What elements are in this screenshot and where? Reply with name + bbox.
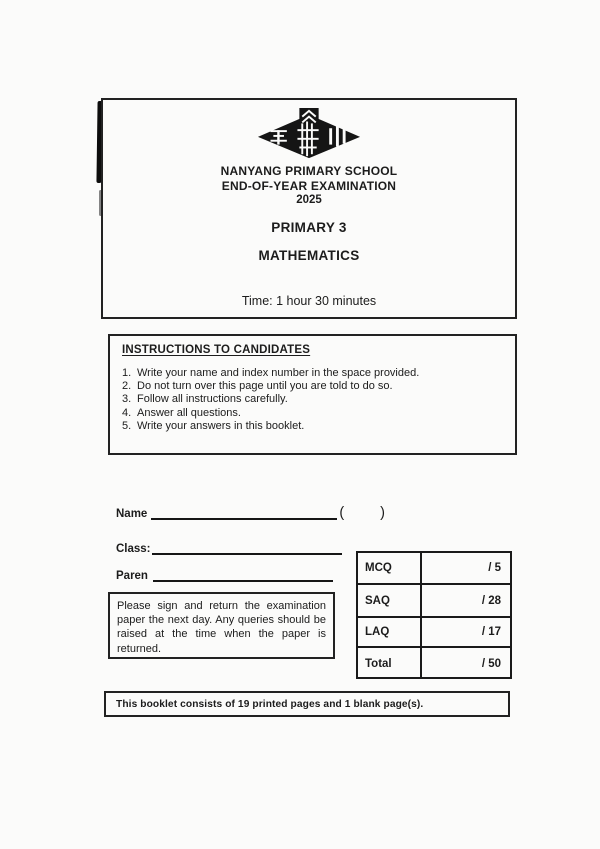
index-paren-open: (: [339, 505, 345, 521]
instruction-number: 4.: [122, 406, 132, 419]
marks-row-label: MCQ: [358, 553, 422, 583]
exam-duration: Time: 1 hour 30 minutes: [241, 294, 377, 308]
instruction-item: [122, 367, 503, 380]
class-field-row: [116, 540, 342, 555]
name-field-row: [116, 504, 385, 520]
marks-row-label: SAQ: [358, 583, 422, 616]
index-paren-close: ): [380, 505, 386, 521]
exam-subject: MATHEMATICS: [258, 248, 360, 263]
instruction-text: Write your name and index number in the space provided.: [137, 367, 420, 379]
marks-row-value: / 50: [422, 646, 510, 679]
class-label: Class:: [116, 543, 151, 555]
exam-year: 2025: [296, 194, 322, 206]
name-write-line: [151, 505, 337, 520]
instructions-list: [122, 367, 503, 433]
marks-row-value: / 28: [422, 583, 510, 616]
sign-return-note-box: [108, 592, 335, 659]
marks-row-label: Total: [358, 646, 422, 679]
instruction-text: Follow all instructions carefully.: [137, 393, 288, 406]
instruction-number: 3.: [122, 393, 132, 406]
instruction-number: 5.: [122, 419, 132, 432]
booklet-pages-note: This booklet consists of 19 printed pages and 1 blank page(s).: [116, 698, 424, 710]
exam-level: PRIMARY 3: [271, 220, 347, 235]
marks-row-value: / 17: [422, 616, 510, 646]
exam-title: END-OF-YEAR EXAMINATION: [221, 179, 397, 193]
parent-label: Paren: [116, 570, 148, 582]
name-label: Name: [116, 508, 148, 520]
instruction-text: Write your answers in this booklet.: [137, 419, 305, 432]
instruction-item: [122, 407, 503, 420]
instruction-text: Answer all questions.: [137, 406, 241, 419]
instruction-number: 1.: [122, 367, 132, 379]
school-crest-icon: [256, 108, 362, 160]
sign-return-note: Please sign and return the examination paper the next day. Any queries should be raised at the time when the paper is returned.: [117, 600, 326, 655]
instruction-item: [122, 420, 503, 433]
class-write-line: [152, 540, 342, 555]
parent-write-line: [153, 567, 333, 582]
booklet-pages-note-box: [104, 691, 510, 717]
instructions-title: INSTRUCTIONS TO CANDIDATES: [122, 344, 311, 356]
parent-signature-field-row: [116, 567, 333, 582]
marks-row-value: / 5: [488, 562, 501, 574]
marks-row-label: LAQ: [358, 616, 422, 646]
instruction-item: [122, 393, 503, 406]
school-name: NANYANG PRIMARY SCHOOL: [220, 164, 398, 178]
instruction-number: 2.: [122, 380, 132, 393]
instruction-item: [122, 380, 503, 393]
instruction-text: Do not turn over this page until you are told to do so.: [137, 380, 393, 393]
instructions-box: [108, 334, 517, 455]
marks-table: [356, 551, 512, 679]
exam-header-box: [101, 98, 517, 319]
